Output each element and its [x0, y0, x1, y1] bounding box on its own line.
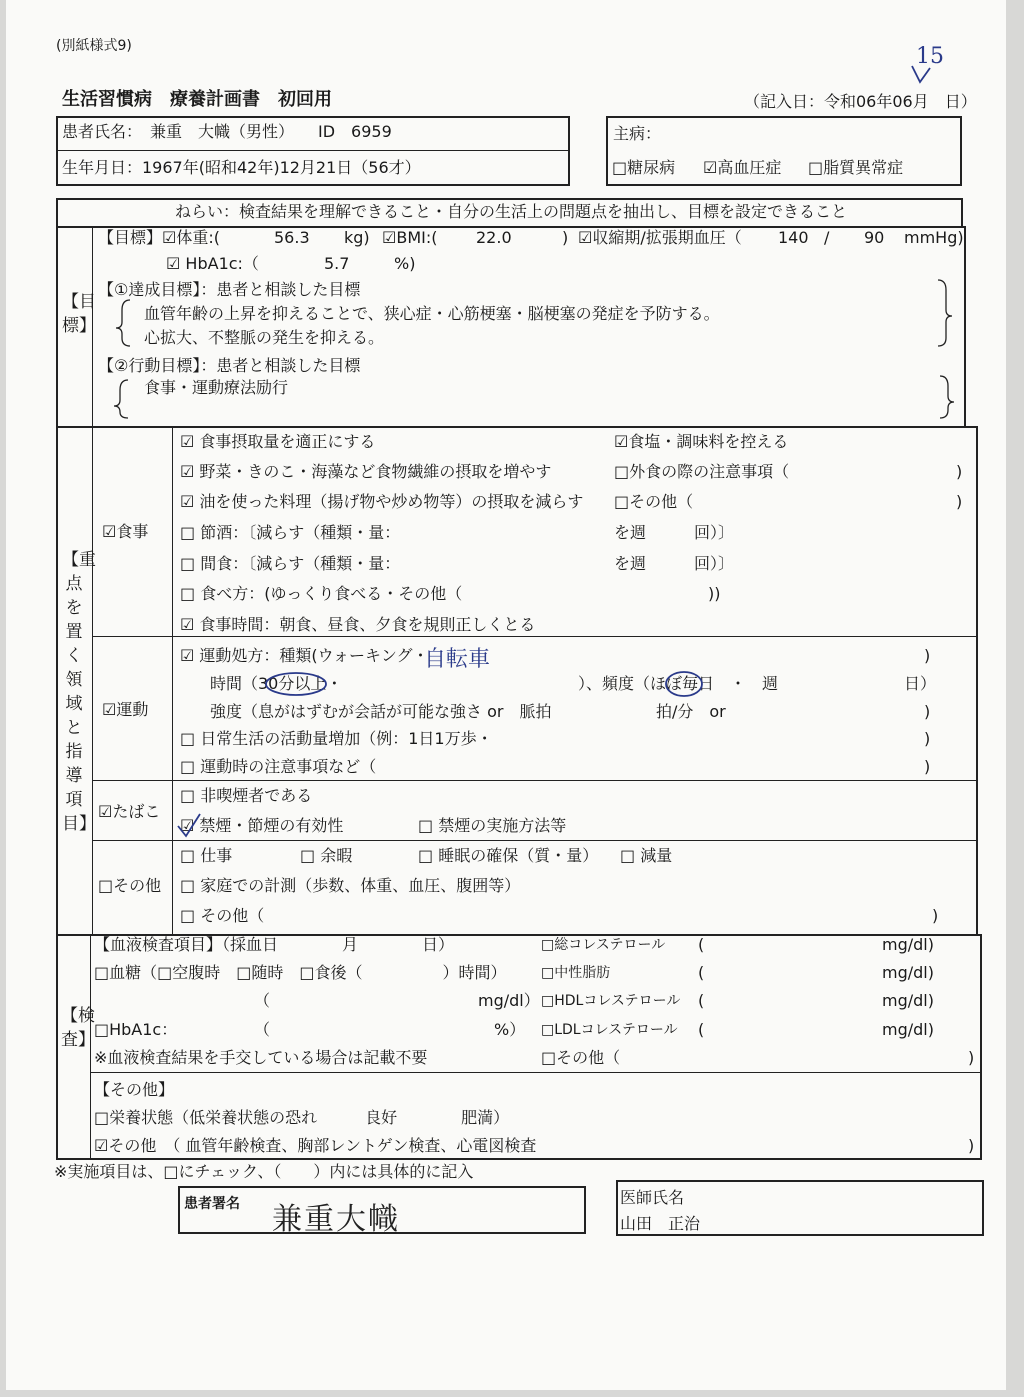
blood-ldl: □LDLコレステロール: [541, 1022, 678, 1038]
blood-sugar: □血糖（□空腹時 □随時 □食後（ ）時間）: [94, 963, 507, 982]
disease-diabetes: □糖尿病: [612, 158, 676, 177]
achieve-goal-line-2: 心拡大、不整脈の発生を抑える。: [144, 328, 385, 347]
diet-right-2: □外食の際の注意事項（: [614, 462, 790, 481]
goal-bp-label: ☑収縮期/拡張期血圧（: [578, 228, 742, 247]
diet-item-5: □ 間食：〔減らす（種類・量：: [180, 554, 401, 573]
entry-date: （記入日：令和06年06月 日）: [744, 92, 977, 111]
diet-snack-freq: を週 回）〕: [614, 554, 735, 573]
entry-day-handwritten: 15: [916, 44, 944, 69]
other-other-close: ): [932, 906, 939, 925]
exercise-label: ☑運動: [102, 700, 149, 719]
diet-right-2-close: ): [956, 462, 963, 481]
patient-signature: 兼重大幟: [272, 1202, 400, 1237]
goal-weight-label: 【目標】☑体重:(: [98, 228, 220, 247]
blood-other: □その他（: [541, 1048, 621, 1067]
diet-item-7: ☑ 食事時間：朝食、昼食、夕食を規則正しくとる: [180, 615, 536, 634]
blood-ldl-unit: mg/dl): [882, 1020, 934, 1039]
exercise-intensity: 強度（息がはずむが会話が可能な強さ or 脈拍: [210, 702, 552, 721]
exercise-caution-close: ): [924, 757, 931, 776]
goal-bp-slash: /: [824, 228, 830, 247]
blood-tg-unit: mg/dl): [882, 963, 934, 982]
blood-total-chol-unit: mg/dl): [882, 935, 934, 954]
disease-label: 主病：: [613, 124, 662, 143]
goal-hba1c-label: ☑ HbA1c:（: [166, 254, 259, 273]
doctor-name: 山田 正治: [620, 1214, 701, 1233]
goal-bmi-value: 22.0: [476, 228, 512, 247]
blood-ldl-open: (: [698, 1020, 705, 1039]
goal-bmi-label: ☑BMI:(: [382, 228, 438, 247]
other-exam-close: ): [968, 1136, 975, 1155]
doctor-label: 医師氏名: [620, 1188, 685, 1207]
exercise-line-1: ☑ 運動処方：種類(ウォーキング・: [180, 646, 429, 665]
goal-hba1c-unit: %): [394, 254, 416, 273]
signature-label: 患者署名: [184, 1196, 240, 1212]
other-leisure: □ 余暇: [300, 846, 353, 865]
tobacco-effect: ☑ 禁煙・節煙の有効性: [180, 816, 344, 835]
exam-section-label: 【検査】: [61, 1006, 95, 1050]
blood-tg-open: (: [698, 963, 705, 982]
footer-note: ※実施項目は、□にチェック、（ ）内には具体的に記入: [54, 1162, 474, 1181]
aim-text: ねらい：検査結果を理解できること・自分の生活上の問題点を抽出し、目標を設定できること: [174, 202, 847, 221]
other-other: □ その他（: [180, 906, 265, 925]
tobacco-label: ☑たばこ: [98, 802, 161, 821]
goal-weight-unit: kg): [344, 228, 370, 247]
form-id: (別紙様式9): [56, 38, 132, 54]
exercise-pulse-unit: 拍/分 or: [656, 702, 726, 721]
exercise-daily-close: ): [924, 729, 931, 748]
diet-item-2: ☑ 野菜・きのこ・海藻など食物繊維の摂取を増やす: [180, 462, 552, 481]
goal-hba1c-value: 5.7: [324, 254, 350, 273]
patient-name: 患者氏名： 兼重 大幟（男性） ID 6959: [62, 122, 392, 141]
achieve-goal-title: 【①達成目標】：患者と相談した目標: [98, 280, 361, 299]
goal-weight-value: 56.3: [274, 228, 310, 247]
blood-other-close: ): [968, 1048, 975, 1067]
goal-bp-unit: mmHg): [904, 228, 964, 247]
goals-section-label: 【目標】: [62, 292, 96, 336]
diet-right-3: □その他（: [614, 492, 694, 511]
diet-right-3-close: ): [956, 492, 963, 511]
focus-section-label: 【重点を置く領域と指導項目】: [62, 550, 96, 834]
other-exam-title: 【その他】: [94, 1080, 175, 1099]
other-weight-loss: □ 減量: [620, 846, 673, 865]
pen-marks: [6, 0, 1006, 1390]
goal-bp-diastolic: 90: [864, 228, 885, 247]
disease-hypertension: ☑高血圧症: [703, 158, 782, 177]
blood-hba1c-unit: （ %）: [254, 1020, 526, 1039]
tobacco-nonsmoker: □ 非喫煙者である: [180, 786, 313, 805]
blood-total-chol: □総コレステロール: [541, 937, 666, 953]
disease-dyslipidemia: □脂質異常症: [808, 158, 904, 177]
action-goal-line-1: 食事・運動療法励行: [144, 378, 289, 397]
diet-label: ☑食事: [102, 522, 149, 541]
form-title: 生活習慣病 療養計画書 初回用: [62, 89, 332, 110]
blood-hba1c: □HbA1c：: [94, 1020, 178, 1039]
exercise-daily-activity: □ 日常生活の活動量増加（例：1日1万歩・: [180, 729, 493, 748]
blood-note: ※血液検査結果を手交している場合は記載不要: [94, 1048, 428, 1067]
achieve-goal-line-1: 血管年齢の上昇を抑えることで、狭心症・心筋梗塞・脳梗塞の発症を予防する。: [144, 304, 720, 323]
goal-bp-systolic: 140: [778, 228, 809, 247]
diet-right-1: ☑食塩・調味料を控える: [614, 432, 789, 451]
tobacco-method: □ 禁煙の実施方法等: [418, 816, 567, 835]
action-goal-title: 【②行動目標】：患者と相談した目標: [98, 356, 361, 375]
blood-hdl-unit: mg/dl): [882, 991, 934, 1010]
nutrition-status: □栄養状態（低栄養状態の恐れ 良好 肥満）: [94, 1108, 510, 1127]
other-exam-line: ☑その他 （ 血管年齢検査、胸部レントゲン検査、心電図検査: [94, 1136, 537, 1155]
patient-dob: 生年月日：1967年(昭和42年)12月21日（56才）: [62, 158, 421, 177]
other-sleep: □ 睡眠の確保（質・量）: [418, 846, 599, 865]
blood-total-chol-open: (: [698, 935, 705, 954]
exercise-caution: □ 運動時の注意事項など（: [180, 757, 377, 776]
form-sheet: [6, 0, 1006, 1390]
blood-hdl: □HDLコレステロール: [541, 993, 681, 1009]
other-home-measure: □ 家庭での計測（歩数、体重、血圧、腹囲等）: [180, 876, 521, 895]
exercise-type-handwritten: 自転車: [424, 647, 491, 672]
exercise-frequency-close: 日）: [904, 674, 937, 693]
exercise-intensity-close: ): [924, 702, 931, 721]
exercise-time: 時間（30分以上・: [210, 674, 343, 693]
blood-hdl-open: (: [698, 991, 705, 1010]
diet-item-1: ☑ 食事摂取量を適正にする: [180, 432, 376, 451]
other-work: □ 仕事: [180, 846, 233, 865]
blood-sugar-unit: （ mg/dl）: [254, 991, 540, 1010]
diet-item-4: □ 節酒：〔減らす（種類・量：: [180, 523, 401, 542]
other-label: □その他: [98, 876, 162, 895]
exercise-line-1-close: ): [924, 646, 931, 665]
blood-tg: □中性脂肪: [541, 965, 611, 981]
diet-eating-close: )): [708, 584, 721, 603]
diet-item-6: □ 食べ方：(ゆっくり食べる・その他（: [180, 584, 463, 603]
exercise-frequency: ）、頻度（ほぼ毎日 ・ 週: [578, 674, 779, 693]
blood-test-title: 【血液検査項目】（採血日 月 日）: [94, 935, 455, 954]
diet-item-3: ☑ 油を使った料理（揚げ物や炒め物等）の摂取を減らす: [180, 492, 584, 511]
diet-alcohol-freq: を週 回）〕: [614, 523, 735, 542]
goal-bmi-close: ): [562, 228, 569, 247]
